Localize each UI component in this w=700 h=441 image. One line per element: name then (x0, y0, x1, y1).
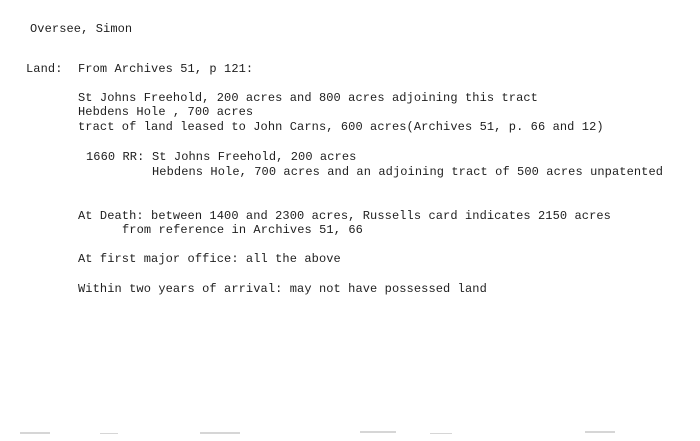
land-item-2: Hebdens Hole , 700 acres (78, 105, 254, 119)
person-name: Oversee, Simon (30, 22, 133, 36)
rent-roll-label: 1660 RR: (86, 150, 145, 164)
at-death-line-2: from reference in Archives 51, 66 (122, 223, 363, 237)
first-office-line: At first major office: all the above (78, 252, 341, 266)
land-label: Land: (26, 62, 63, 76)
land-item-3: tract of land leased to John Carns, 600 acres(Archives 51, p. 66 and 12) (78, 120, 604, 134)
two-years-line: Within two years of arrival: may not have possessed land (78, 282, 487, 296)
land-source: From Archives 51, p 121: (78, 62, 254, 76)
at-death-line-1: At Death: between 1400 and 2300 acres, Russells card indicates 2150 acres (78, 209, 611, 223)
land-item-1: St Johns Freehold, 200 acres and 800 acres adjoining this tract (78, 91, 538, 105)
scan-artifact-marks (0, 430, 700, 436)
rent-roll-line-1: St Johns Freehold, 200 acres (152, 150, 357, 164)
rent-roll-line-2: Hebdens Hole, 700 acres and an adjoining tract of 500 acres unpatented (152, 165, 664, 179)
